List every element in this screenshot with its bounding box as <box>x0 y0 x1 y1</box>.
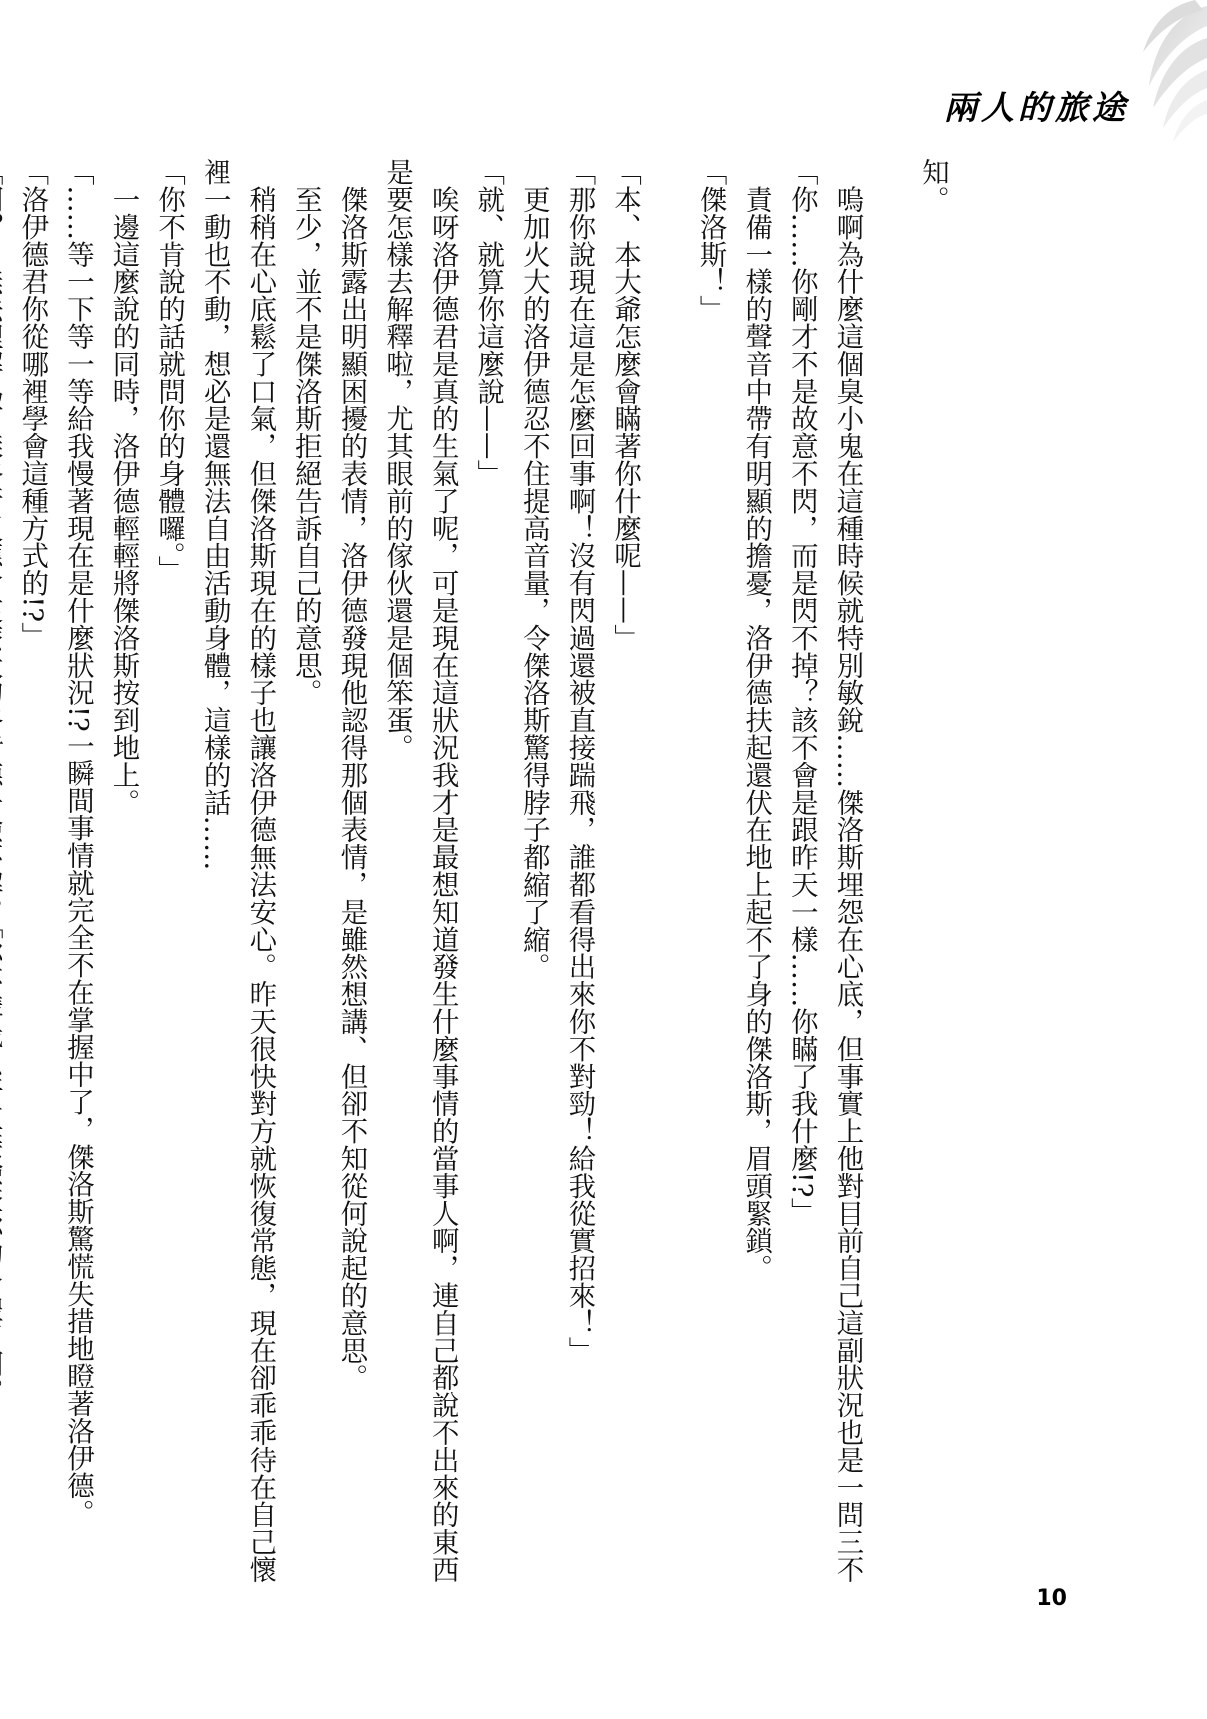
book-title: 兩人的旅途 <box>944 88 1129 127</box>
page-number: 10 <box>1036 1586 1067 1611</box>
text-column <box>0 158 9 1630</box>
body-text <box>0 158 955 1630</box>
text-column: 稍稍在心底鬆了口氣，但傑洛斯現在的樣子也讓洛伊德無法安心。昨天很快對方就恢復常態，現在卻乖乖待在自己懷 <box>244 158 276 1583</box>
text-column: 嗚啊為什麼這個臭小鬼在這種時候就特別敏銳……傑洛斯埋怨在心底，但事實上他對目前自己這副狀況也是一問三不 <box>831 158 863 1583</box>
text-column: 「傑洛斯！」 <box>694 158 726 323</box>
text-column: 「就、就算你這麼說——」 <box>472 158 504 487</box>
text-column: 裡一動也不動，想必是還無法自由活動身體，這樣的話…… <box>198 158 230 871</box>
text-column: 一邊這麼說的同時，洛伊德輕輕將傑洛斯按到地上。 <box>107 158 139 816</box>
text-column: 責備一樣的聲音中帶有明顯的擔憂，洛伊德扶起還伏在地上起不了身的傑洛斯，眉頭緊鎖。 <box>740 158 772 1282</box>
text-column: 更加火大的洛伊德忍不住提高音量，令傑洛斯驚得脖子都縮了縮。 <box>517 158 549 980</box>
text-column: 是要怎樣去解釋啦，尤其眼前的傢伙還是個笨蛋。 <box>381 158 413 761</box>
text-column: 至少，並不是傑洛斯拒絕告訴自己的意思。 <box>289 158 321 706</box>
text-column: 「那你說現在這是怎麼回事啊！沒有閃過還被直接踹飛，誰都看得出來你不對勁！給我從實招來！」 <box>563 158 595 1364</box>
text-column: 傑洛斯露出明顯困擾的表情，洛伊德發現他認得那個表情，是雖然想講、但卻不知從何說起的意思。 <box>335 158 367 1391</box>
text-column: 「你……你剛才不是故意不閃，而是閃不掉？該不會是跟昨天一樣……你瞞了我什麼!?」 <box>785 158 817 1225</box>
text-column: 「你不肯說的話就問你的身體囉。」 <box>153 158 185 583</box>
text-column: 知。 <box>917 158 948 213</box>
text-column: 「……等一下等一等給我慢著現在是什麼狀況!?一瞬間事情就完全不在掌握中了，傑洛斯驚慌失措地瞪著洛伊德。 <box>61 158 93 1527</box>
text-column: 「本、本大爺怎麼會瞞著你什麼呢——」 <box>609 158 641 652</box>
text-column: 唉呀洛伊德君是真的生氣了呢，可是現在這狀況我才是最想知道發生什麼事情的當事人啊，連自己都說不出來的東西 <box>426 158 458 1583</box>
text-column: 「洛伊德君你從哪裡學會這種方式的!?」 <box>16 158 48 650</box>
